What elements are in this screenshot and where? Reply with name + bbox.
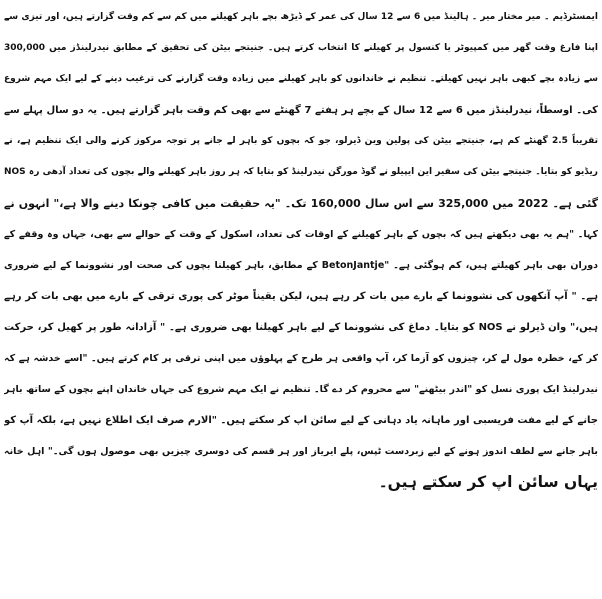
article-body xyxy=(4,2,598,597)
article-line: گئی ہے۔ 2022 میں 325,000 سے اس سال 160,000 تک۔ "یہ حقیقت میں کافی چونکا دینے والا ہے،" انہوں نے xyxy=(4,197,598,210)
article-line: کر کے، خطرہ مول لے کر، چیزوں کو آزما کر، آپ واقعی ہر طرح کے پہلوؤں میں اپنی ترقی پر کام کرتے ہیں۔ "اسے خدشہ ہے کہ xyxy=(4,353,598,364)
article-line: نیدرلینڈ ایک پوری نسل کو "اندر بیٹھنے" سے محروم کر دے گا۔ تنظیم نے ایک مہم شروع کی جہاں خاندان اپنے بچوں کے ساتھ باہر xyxy=(4,384,598,395)
article-line: باہر جانے سے لطف اندوز ہونے کے لیے زبردست ٹپس، پلے ایریاز اور ہر قسم کی دوسری چیزیں بھی موصول ہوں گی۔" اہل خانہ xyxy=(4,446,598,457)
article-line: کہا۔ "ہم یہ بھی دیکھتے ہیں کہ بچوں کے باہر کھیلنے کے اوقات کی تعداد، اسکول کے وقت کے حوالے سے بھی، جہاں وہ وقفے کے xyxy=(4,229,598,240)
article-line: اپنا فارغ وقت گھر میں کمپیوٹر یا کنسول پر کھیلنے کا انتخاب کرتے ہیں۔ جنیتجے بیٹن کی تحقیق کے مطابق نیدرلینڈز میں 300,000 xyxy=(4,43,598,53)
article-line: تقریباً 2.5 گھنٹے کم ہے، جنیتجے بیٹن کی پولین وین ڈیرلو، جو کہ بچوں کو باہر لے جانے پر توجہ مرکوز کرنے والی ایک تنظیم ہے، نے xyxy=(4,136,598,146)
article-line: دوران بھی باہر کھیلتے ہیں، کم ہوگئی ہے۔ "BetonJantje کے مطابق، باہر کھیلنا بچوں کی صحت اور نشوونما کے لیے ضروری xyxy=(4,260,598,271)
article-line: سے زیادہ بچے کبھی باہر نہیں کھیلتے۔ تنظیم نے خاندانوں کو باہر کھیلنے میں زیادہ وقت گزارنے کی ترغیب دینے کے لیے ایک مہم شروع xyxy=(4,74,598,84)
article-line: NOS ریڈیو کو بتایا۔ جنیتجے بیٹن کی سفیر این ایپیلو نے گوڈ مورگن نیدرلینڈ کو بتایا کہ ہر روز باہر کھیلنے والے بچوں کی تعداد آدھی رہ xyxy=(4,167,598,177)
article-line: ہیں،" وان ڈیرلو نے NOS کو بتایا۔ دماغ کی نشوونما کے لیے باہر کھیلنا بھی ضروری ہے۔ " آزادانہ طور پر کھیل کر، حرکت xyxy=(4,322,598,333)
article-line: جانے کے لیے مفت فریسبی اور ماہانہ یاد دہانی کے لیے سائن اپ کر سکتے ہیں۔ "الارم صرف ایک اطلاع نہیں ہے، بلکہ آپ کو xyxy=(4,415,598,426)
article-line: کی۔ اوسطاً، نیدرلینڈز میں 6 سے 12 سال کے بچے ہر ہفتے 7 گھنٹے سے بھی کم وقت باہر گزارتے ہیں۔ یہ دو سال پہلے سے xyxy=(4,105,598,116)
article-line-last: یہاں سائن اپ کر سکتے ہیں۔ xyxy=(378,473,598,491)
article-line: ایمسٹرڈیم ۔ میر مختار میر ۔ ہالینڈ میں 6 سے 12 سال کی عمر کے ڈیڑھ بچے باہر کھیلنے میں کم سے کم وقت گزارتے ہیں، اور تیزی سے xyxy=(4,12,598,22)
article-line: ہے۔ " آپ آنکھوں کی نشوونما کے بارے میں بات کر رہے ہیں، لیکن یقیناً موٹر کی پوری ترقی کے بارے میں بھی بات کر رہے xyxy=(4,291,598,302)
